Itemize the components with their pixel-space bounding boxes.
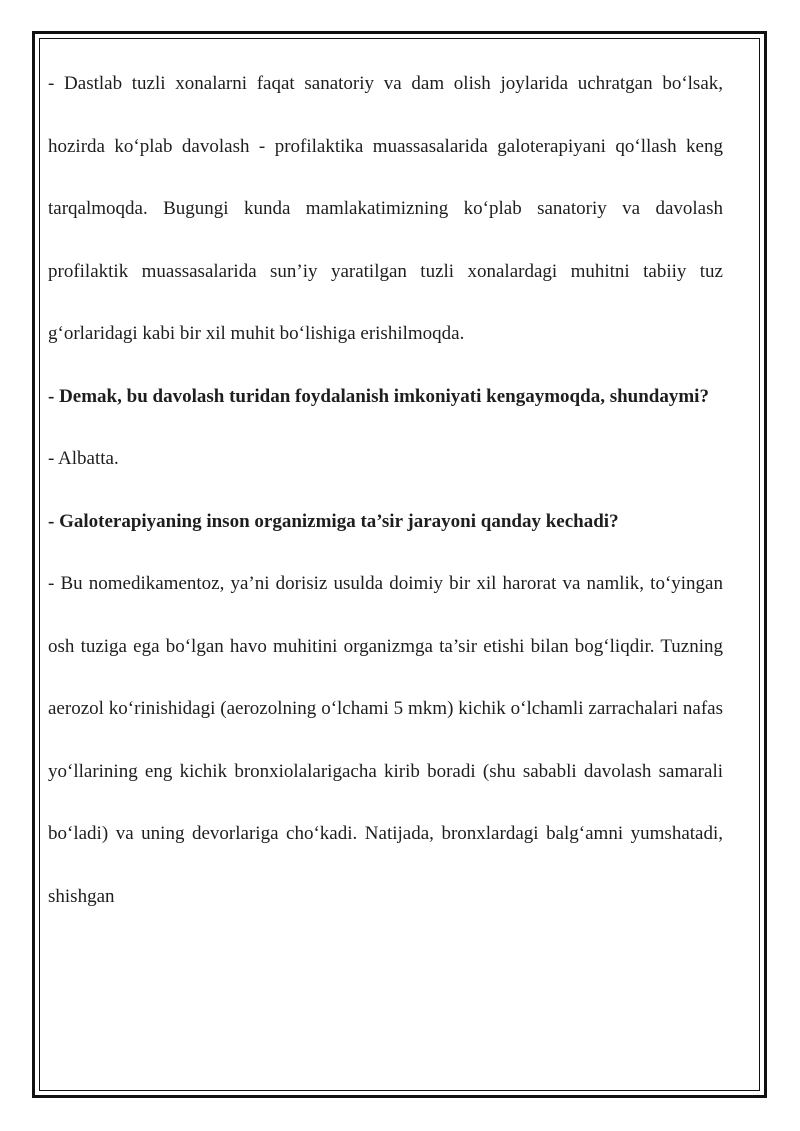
question-access-expanding: - Demak, bu davolash turidan foydalanish imkoniyati kengaymoqda, shundaymi? <box>48 385 709 407</box>
answer-halotherapy-effect: - Bu nomedikamentoz, ya’ni dorisiz usulda doimiy bir xil harorat va namlik, to‘yingan osh tuziga ega bo‘lgan havo muhitini organizmga ta’sir etishi bilan bog‘liqdir. Tuzning aerozol ko‘rinishidagi (aerozolning o‘lchami 5 mkm) kichik o‘lchamli zarrachalari nafas yo‘llarining eng kichik bronxiolalarigacha kirib boradi (shu sababli davolash samarali bo‘ladi) va uning devorlariga cho‘kadi. Natijada, bronxlardagi balg‘amni yumshatadi, shishgan <box>48 573 723 907</box>
paragraph-salt-rooms: - Dastlab tuzli xonalarni faqat sanatoriy va dam olish joylarida uchratgan bo‘lsak, hozirda ko‘plab davolash - profilaktika muassasalarida galoterapiyani qo‘llash keng tarqalmoqda. Bugungi kunda mamlakatimizning ko‘plab sanatoriy va davolash profilaktik muassasalarida sun’iy yaratilgan tuzli xonalardagi muhitni tabiiy tuz g‘orlaridagi kabi bir xil muhit bo‘lishiga erishilmoqda. <box>48 73 723 344</box>
question-halotherapy-effect: - Galoterapiyaning inson organizmiga ta’sir jarayoni qanday kechadi? <box>48 510 619 532</box>
document-body <box>48 53 723 928</box>
answer-albatta: - Albatta. <box>48 448 119 469</box>
